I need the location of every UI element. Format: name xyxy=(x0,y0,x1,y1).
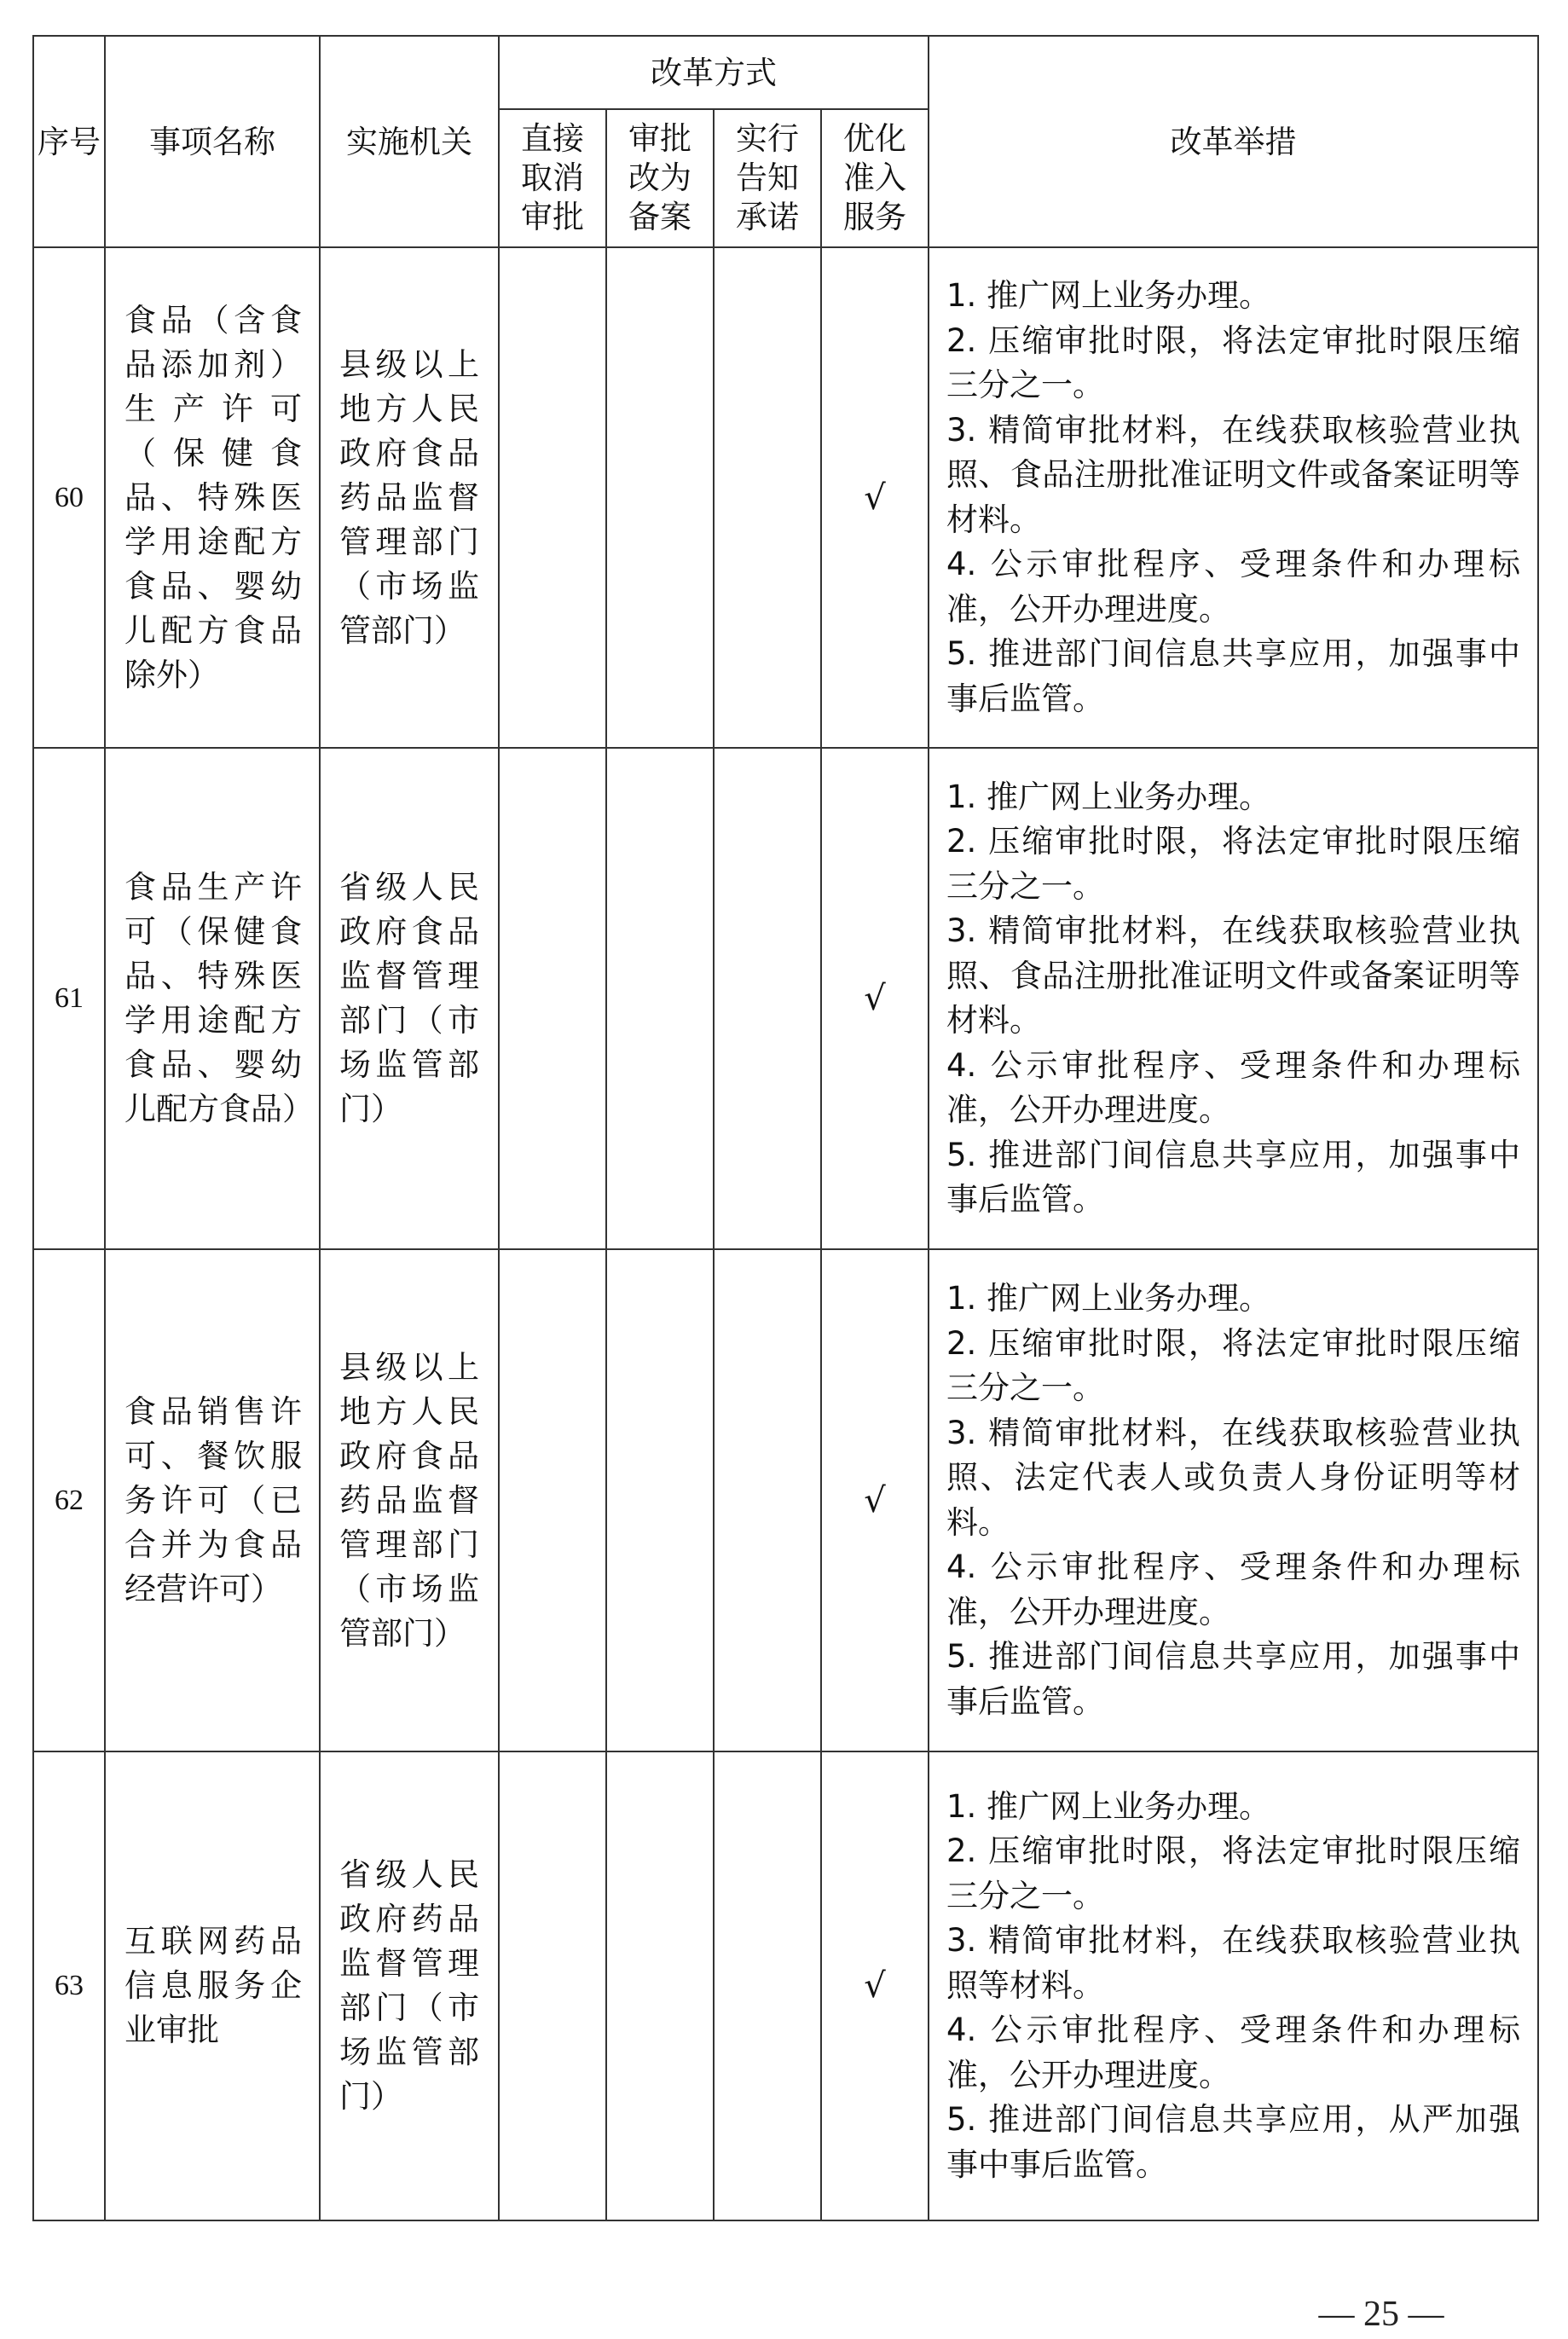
implementing-agency: 县级以上地方人民政府食品药品监督管理部门（市场监管部门） xyxy=(320,247,499,748)
mark-notification-commitment xyxy=(714,1249,821,1751)
reform-measures xyxy=(929,1249,1538,1751)
item-name: 互联网药品信息服务企业审批 xyxy=(105,1751,320,2220)
table-row xyxy=(33,247,1538,748)
measure-item: 4. 公示审批程序、受理条件和办理标准，公开办理进度。 xyxy=(946,2012,1520,2093)
implementing-agency: 省级人民政府药品监督管理部门（市场监管部门） xyxy=(320,1751,499,2220)
page-number: — 25 — xyxy=(1318,2295,1444,2334)
header-reform-method: 改革方式 xyxy=(499,36,929,109)
measure-item: 4. 公示审批程序、受理条件和办理标准，公开办理进度。 xyxy=(946,1549,1520,1630)
measure-item: 1. 推广网上业务办理。 xyxy=(946,778,1271,815)
mark-cancel-approval xyxy=(499,1249,606,1751)
mark-cancel-approval xyxy=(499,247,606,748)
implementing-agency: 县级以上地方人民政府食品药品监督管理部门（市场监管部门） xyxy=(320,1249,499,1751)
header-cancel-approval: 直接 取消 审批 xyxy=(499,109,606,247)
mark-optimize-access: √ xyxy=(821,1249,929,1751)
header-seq: 序号 xyxy=(33,36,105,247)
mark-approval-to-filing xyxy=(606,247,714,748)
row-number: 63 xyxy=(33,1751,105,2220)
row-number: 60 xyxy=(33,247,105,748)
mark-optimize-access: √ xyxy=(821,247,929,748)
measure-item: 4. 公示审批程序、受理条件和办理标准，公开办理进度。 xyxy=(946,546,1520,628)
implementing-agency: 省级人民政府食品监督管理部门（市场监管部门） xyxy=(320,748,499,1249)
item-name: 食品销售许可、餐饮服务许可（已合并为食品经营许可） xyxy=(105,1249,320,1751)
mark-optimize-access: √ xyxy=(821,748,929,1249)
header-agency: 实施机关 xyxy=(320,36,499,247)
row-number: 61 xyxy=(33,748,105,1249)
header-measures: 改革举措 xyxy=(929,36,1538,247)
measure-item: 2. 压缩审批时限，将法定审批时限压缩三分之一。 xyxy=(946,321,1520,403)
table-row xyxy=(33,748,1538,1249)
reform-measures xyxy=(929,1751,1538,2220)
header-optimize-access: 优化 准入 服务 xyxy=(821,109,929,247)
reform-measures xyxy=(929,748,1538,1249)
measure-item: 1. 推广网上业务办理。 xyxy=(946,277,1271,314)
reform-measures xyxy=(929,247,1538,748)
reform-table xyxy=(32,35,1539,2221)
measure-item: 3. 精简审批材料，在线获取核验营业执照、食品注册批准证明文件或备案证明等材料。 xyxy=(946,912,1520,1039)
mark-approval-to-filing xyxy=(606,1249,714,1751)
mark-optimize-access: √ xyxy=(821,1751,929,2220)
table-row xyxy=(33,1249,1538,1751)
measure-item: 2. 压缩审批时限，将法定审批时限压缩三分之一。 xyxy=(946,1324,1520,1406)
measure-item: 3. 精简审批材料，在线获取核验营业执照、法定代表人或负责人身份证明等材料。 xyxy=(946,1414,1520,1541)
mark-cancel-approval xyxy=(499,748,606,1249)
measure-item: 3. 精简审批材料，在线获取核验营业执照等材料。 xyxy=(946,1922,1520,2004)
measure-item: 1. 推广网上业务办理。 xyxy=(946,1280,1271,1317)
table-row xyxy=(33,1751,1538,2220)
item-name: 食品（含食品添加剂）生产许可（保健食品、特殊医学用途配方食品、婴幼儿配方食品除外） xyxy=(105,247,320,748)
measure-item: 5. 推进部门间信息共享应用，加强事中事后监管。 xyxy=(946,1136,1520,1218)
mark-approval-to-filing xyxy=(606,1751,714,2220)
item-name: 食品生产许可（保健食品、特殊医学用途配方食品、婴幼儿配方食品） xyxy=(105,748,320,1249)
header-item-name: 事项名称 xyxy=(105,36,320,247)
measure-item: 5. 推进部门间信息共享应用，从严加强事中事后监管。 xyxy=(946,2101,1520,2183)
row-number: 62 xyxy=(33,1249,105,1751)
mark-notification-commitment xyxy=(714,748,821,1249)
measure-item: 1. 推广网上业务办理。 xyxy=(946,1787,1271,1825)
mark-cancel-approval xyxy=(499,1751,606,2220)
measure-item: 5. 推进部门间信息共享应用，加强事中事后监管。 xyxy=(946,635,1520,717)
measure-item: 5. 推进部门间信息共享应用，加强事中事后监管。 xyxy=(946,1638,1520,1720)
measure-item: 3. 精简审批材料，在线获取核验营业执照、食品注册批准证明文件或备案证明等材料。 xyxy=(946,411,1520,538)
mark-notification-commitment xyxy=(714,247,821,748)
measure-item: 4. 公示审批程序、受理条件和办理标准，公开办理进度。 xyxy=(946,1046,1520,1128)
header-notification-commitment: 实行 告知 承诺 xyxy=(714,109,821,247)
mark-approval-to-filing xyxy=(606,748,714,1249)
mark-notification-commitment xyxy=(714,1751,821,2220)
measure-item: 2. 压缩审批时限，将法定审批时限压缩三分之一。 xyxy=(946,823,1520,905)
measure-item: 2. 压缩审批时限，将法定审批时限压缩三分之一。 xyxy=(946,1832,1520,1914)
header-approval-to-filing: 审批 改为 备案 xyxy=(606,109,714,247)
